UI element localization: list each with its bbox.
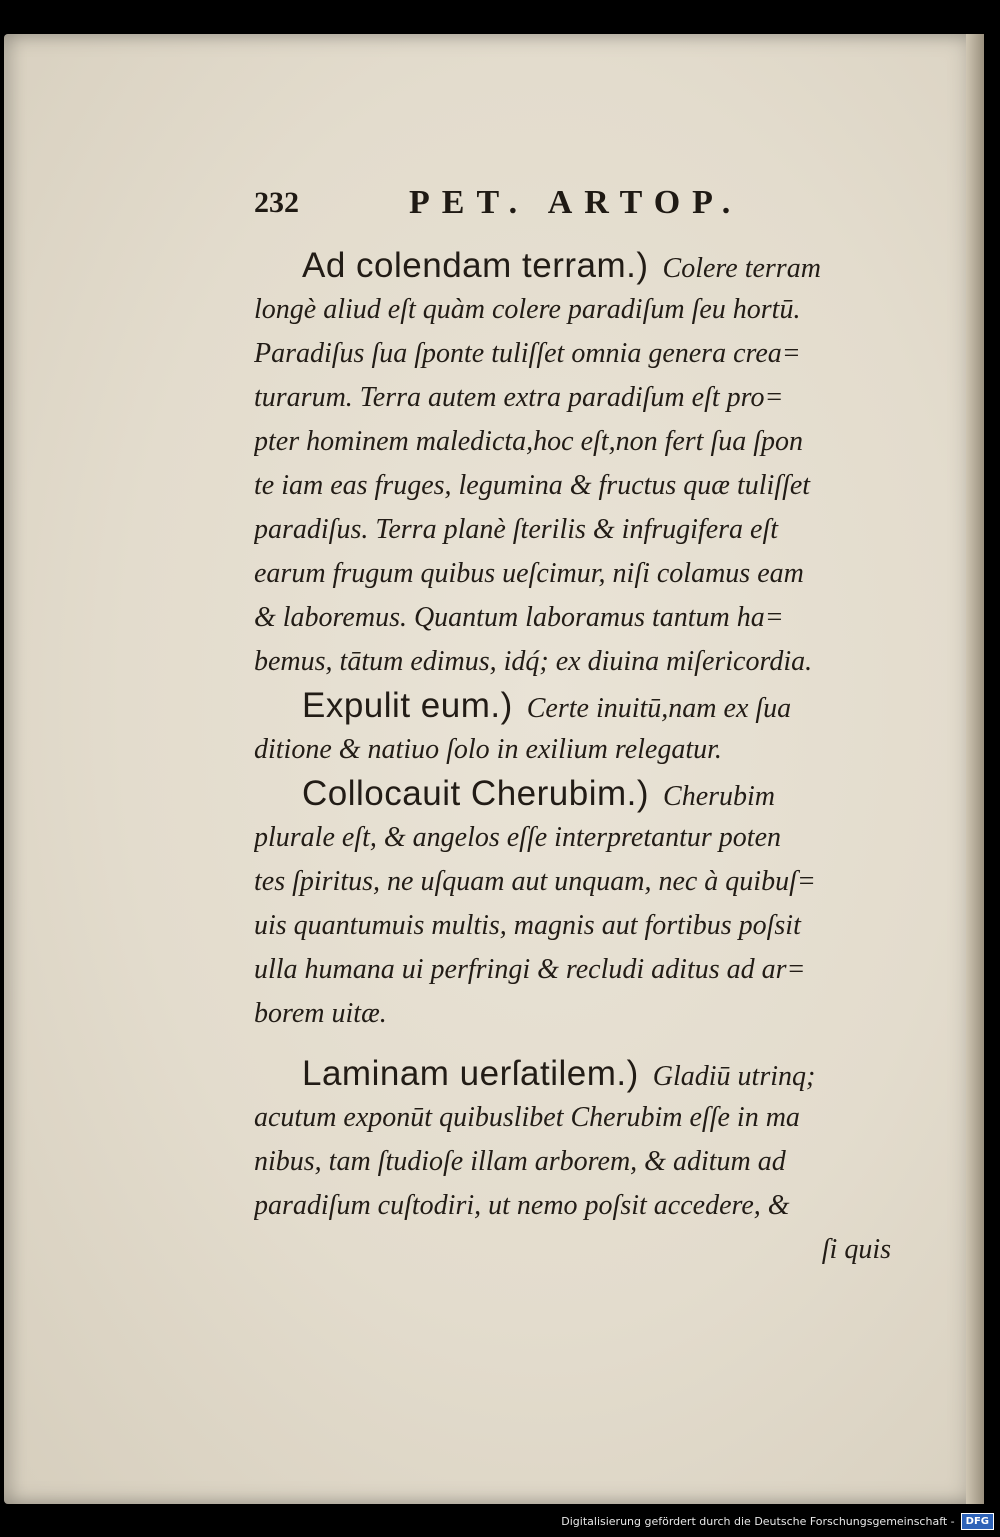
catchword: ſi quis [821, 1234, 891, 1265]
lemma: Ad colendam terram.) [302, 246, 649, 285]
text-line: plurale eſt, & angelos eſſe interpretantur poten [254, 822, 781, 853]
text-line: borem uitæ. [254, 998, 387, 1029]
text-line: tes ſpiritus, ne uſquam aut unquam, nec à quibuſ= [254, 866, 816, 897]
text-line [254, 1052, 899, 1096]
text-line: uis quantumuis multis, magnis aut fortibus poſsit [254, 910, 801, 941]
text-line: longè aliud eſt quàm colere paradiſum ſeu hortū. [254, 294, 801, 325]
page-header [254, 184, 894, 228]
line-text: Gladiū utrinq; [652, 1061, 816, 1092]
text-line: pter hominem maledicta,hoc eſt,non fert ſua ſpon [254, 426, 804, 457]
text-line: & laboremus. Quantum laboramus tantum ha= [254, 602, 784, 633]
lemma: Expulit eum.) [302, 686, 513, 725]
text-line [254, 244, 899, 288]
text-line: turarum. Terra autem extra paradiſum eſt pro= [254, 382, 784, 413]
text-line: bemus, tātum edimus, idq́; ex diuina miſericordia. [254, 646, 813, 677]
page-gutter-shadow [966, 34, 984, 1504]
line-text: Cherubim [663, 781, 776, 812]
text-line: paradiſus. Terra planè ſterilis & infrugifera eſt [254, 514, 779, 545]
text-line: nibus, tam ſtudioſe illam arborem, & aditum ad [254, 1146, 786, 1177]
paragraph-gap [254, 1036, 899, 1052]
lemma: Collocauit Cherubim.) [302, 774, 650, 813]
text-line: Paradiſus ſua ſponte tuliſſet omnia genera crea= [254, 338, 801, 369]
funding-credit: Digitalisierung gefördert durch die Deutsche Forschungsgemeinschaft - [561, 1514, 955, 1528]
folio-number: 232 [254, 186, 299, 219]
digitization-footer [561, 1511, 994, 1531]
running-title: PET. ARTOP. [409, 184, 743, 221]
line-text: Certe inuitū,nam ex ſua [526, 693, 792, 724]
text-line: te iam eas fruges, legumina & fructus quæ tuliſſet [254, 470, 811, 501]
text-line: ulla humana ui perfringi & recludi aditus ad ar= [254, 954, 806, 985]
line-text: Colere terram [662, 253, 821, 284]
dfg-logo: DFG [961, 1513, 994, 1530]
text-line: acutum exponūt quibuslibet Cherubim eſſe in ma [254, 1102, 800, 1133]
text-line: earum frugum quibus ueſcimur, niſi colamus eam [254, 558, 804, 589]
body-text [254, 244, 899, 1272]
text-line: paradiſum cuſtodiri, ut nemo poſsit accedere, & [254, 1190, 790, 1221]
text-line: ditione & natiuo ſolo in exilium relegatur. [254, 734, 722, 765]
book-page [4, 34, 984, 1504]
text-line [254, 684, 899, 728]
text-line [254, 772, 899, 816]
lemma: Laminam uerſatilem.) [302, 1054, 639, 1093]
